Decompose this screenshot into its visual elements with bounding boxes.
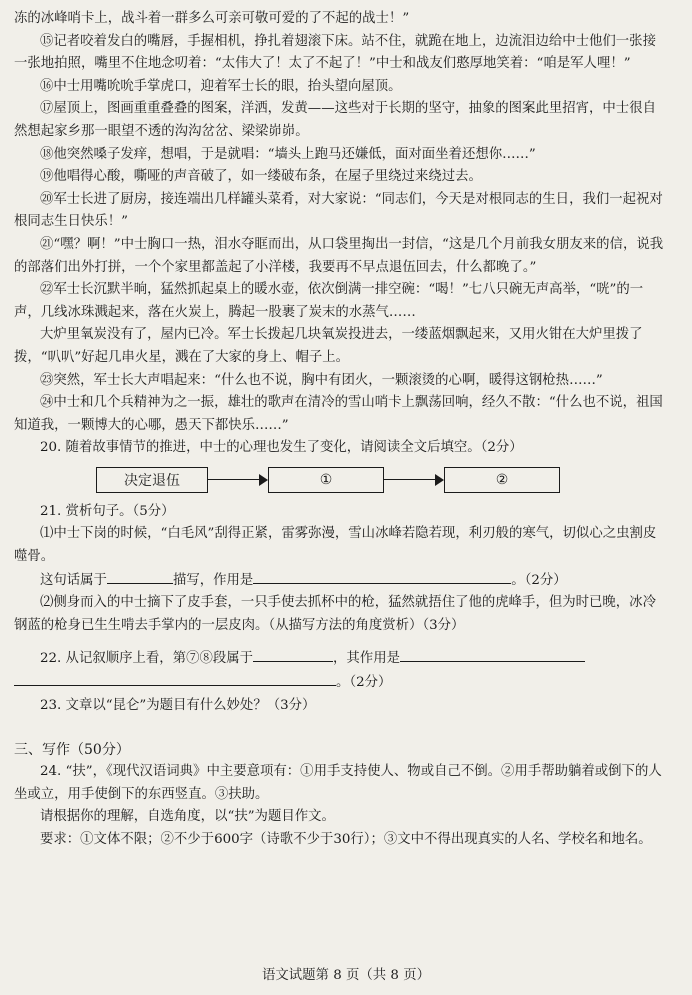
story-paragraph: ㉓突然，军士长大声唱起来：“什么也不说，胸中有团火，一颗滚烫的心啊，暖得这钢枪热……” [40, 372, 603, 388]
story-paragraph: ⑰屋顶上，图画重重叠叠的图案，洋洒，发黄——这些对于长期的坚守，抽象的图案此里招宵，中士很自然想起家乡那一眼望不透的沟沟岔岔、梁梁峁峁。 [14, 101, 656, 139]
page-footer: 语文试题第 8 页（共 8 页） [262, 968, 430, 983]
question-23: 23. 文章以“昆仑”为题目有什么妙处？（3分） [40, 697, 316, 713]
story-paragraph: ⑮记者咬着发白的嘴唇，手握相机，挣扎着翅滚下床。站不住，就跪在地上，边流泪边给中士他们一张接一张地拍照，嘴里不住地念叨着：“太伟大了！太了不起了！”中士和战友们憨厚地笑着：“咱是军人哩！” [14, 33, 656, 72]
writing-prompt: 24. “扶”，《现代汉语词典》中主要意项有：①用手支持使人、物或自己不倒。②用手帮助躺着或倒下的人坐或立，用手使倒下的东西竖直。③扶助。 [14, 764, 662, 802]
story-paragraph: ⑯中士用嘴吮吮手掌虎口，迎着军士长的眼，抬头望向屋顶。 [40, 78, 402, 94]
q22-middle: ，其作用是 [333, 651, 400, 667]
question-22-line-2 [14, 671, 666, 695]
story-paragraph: ⑳军士长进了厨房，接连端出几样罐头菜肴，对大家说：“同志们，今天是对根同志的生日，我们一起祝对根同志生日快乐！” [14, 191, 663, 230]
flow-box-start: 决定退伍 [96, 467, 208, 493]
story-text [14, 8, 666, 437]
story-paragraph: ⑲他唱得心酸，嘶哑的声音破了，如一缕破布条，在屋子里绕过来绕过去。 [40, 169, 482, 185]
question-20-prompt: 20. 随着故事情节的推进，中士的心理也发生了变化，请阅读全文后填空。（2分） [40, 440, 523, 456]
question-21-sentence-2: ⑵侧身而入的中士摘下了皮手套，一只手使去抓杯中的枪，猛然就捂住了他的虎峰手，但为时已晚，冰冷钢蓝的枪身已生生啃去手掌内的一层皮肉。（从描写方法的角度赏析）（3分） [14, 595, 656, 633]
question-21 [14, 501, 666, 638]
story-paragraph: 大炉里氧炭没有了，屋内已冷。军士长拨起几块氧炭投进去，一缕蓝烟飘起来，又用火钳在大炉里拨了拨，“叭叭”好起几串火星，溅在了大家的身上、帽子上。 [14, 327, 643, 365]
question-22 [14, 647, 666, 717]
fill-score: 。（2分） [511, 572, 567, 588]
question-21-sentence-1: ⑴中士下岗的时候，“白毛风”刮得正紧，雷雾弥漫，雪山冰峰若隐若现，利刃般的寒气，切似心之虫割皮噬骨。 [14, 526, 657, 565]
flow-box-blank-1[interactable]: ① [268, 467, 384, 493]
writing-requirements: 要求：①文体不限；②不少于600字（诗歌不少于30行）；③文中不得出现真实的人名、学校名和地名。 [40, 832, 652, 847]
question-20 [14, 437, 666, 493]
story-paragraph: ㉑“嘿？啊！”中士胸口一热，泪水夺眶而出，从口袋里掏出一封信，“这是几个月前我女朋友来的信，说我的部落们出外打拼，一个个家里都盖起了小洋楼，我要再不早点退伍回去，什么都晚了。” [14, 236, 664, 275]
question-21-fill-line [14, 569, 666, 593]
fill-prefix: 这句话属于 [40, 572, 107, 588]
story-paragraph: 冻的冰峰哨卡上，战斗着一群多么可亲可敬可爱的了不起的战士！” [14, 11, 410, 26]
story-paragraph: ㉔中士和几个兵精神为之一振，雄壮的歌声在清冷的雪山哨卡上飘荡回响，经久不散：“什么也不说，祖国知道我，一颗博大的心哪，愚天下都快乐……” [14, 395, 663, 433]
answer-blank[interactable] [253, 569, 511, 584]
answer-blank[interactable] [400, 647, 585, 662]
arrow-right-icon [384, 473, 444, 487]
question-22-line [14, 647, 666, 671]
q22-score: 。（2分） [336, 675, 392, 691]
story-paragraph: ⑱他突然嗓子发痒，想唱，于是就唱：“墙头上跑马还嫌低，面对面坐着还想你……” [40, 146, 536, 162]
answer-blank[interactable] [107, 569, 173, 584]
answer-blank[interactable] [253, 647, 333, 662]
arrow-right-icon [208, 473, 268, 487]
story-paragraph: ㉒军士长沉默半晌，猛然抓起桌上的暖水壶，依次倒满一排空碗：“喝！”七八只碗无声高举，“咣”的一声，几线冰珠溅起来，落在火炭上，腾起一股裹了炭末的水蒸气…… [14, 282, 644, 320]
fill-middle: 描写，作用是 [172, 572, 254, 588]
writing-section [14, 739, 666, 851]
q22-prefix: 22. 从记叙顺序上看，第⑦⑧段属于 [40, 651, 254, 667]
writing-heading: 三、写作（50分） [14, 742, 130, 759]
answer-blank[interactable] [14, 671, 336, 686]
flow-box-blank-2[interactable]: ② [444, 467, 560, 493]
writing-instruction: 请根据你的理解，自选角度，以“扶”为题目作文。 [40, 809, 335, 825]
mood-flow-diagram [96, 467, 666, 493]
question-21-title: 21. 赏析句子。（5分） [40, 503, 175, 519]
